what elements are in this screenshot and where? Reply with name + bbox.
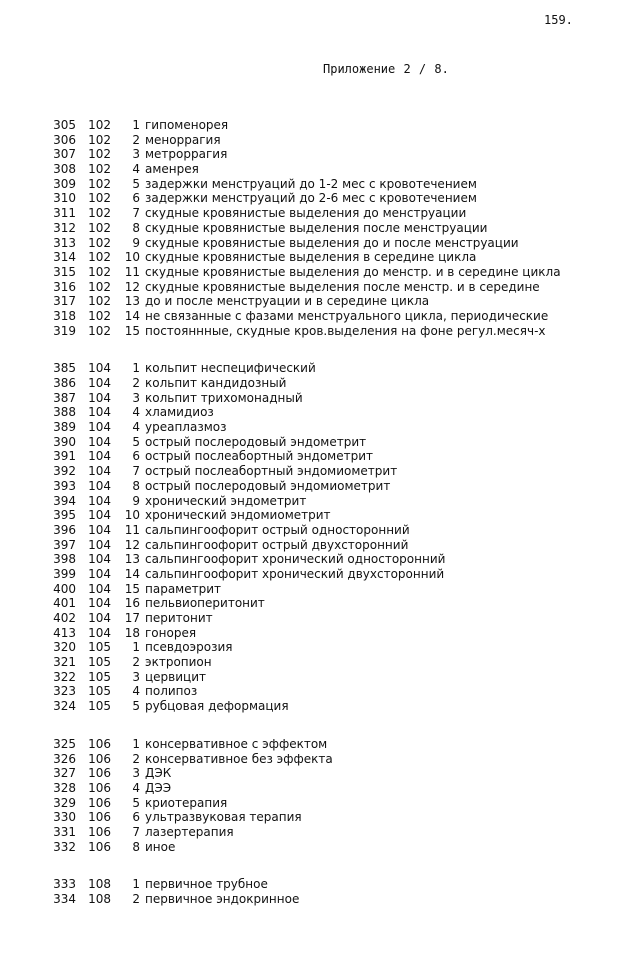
item-text: перитонит	[145, 611, 213, 625]
section-gap	[0, 854, 631, 877]
list-item	[0, 361, 631, 376]
item-code: 322	[53, 669, 76, 684]
list-item	[0, 133, 631, 148]
item-group: 104	[88, 522, 111, 537]
item-number: 10	[124, 508, 140, 523]
item-group: 104	[88, 566, 111, 581]
item-text: до и после менструации и в середине цикла	[145, 294, 430, 309]
list-item	[0, 250, 631, 265]
item-code: 310	[53, 191, 76, 206]
list-item	[0, 265, 631, 280]
item-text: постояннные, скудные кров.выделения на фоне регул.месяч-х	[145, 323, 546, 338]
item-text: первичное трубное	[145, 877, 268, 892]
item-group: 104	[88, 625, 111, 640]
item-group: 102	[88, 191, 111, 206]
list-item	[0, 376, 631, 391]
item-number: 1	[132, 877, 140, 892]
item-code: 332	[53, 839, 76, 854]
item-text: первичное эндокринное	[145, 892, 300, 906]
item-text: хронический эндомиометрит	[145, 508, 331, 523]
item-group: 104	[88, 537, 111, 552]
item-group: 104	[88, 405, 111, 420]
list-item	[0, 825, 631, 840]
item-group: 106	[88, 766, 111, 781]
list-item	[0, 435, 631, 450]
list-item	[0, 508, 631, 523]
item-group: 104	[88, 478, 111, 493]
item-code: 319	[53, 323, 76, 338]
item-group: 104	[88, 581, 111, 596]
item-code: 385	[53, 361, 76, 376]
item-number: 13	[124, 552, 140, 567]
item-group: 102	[88, 118, 111, 132]
list-item	[0, 796, 631, 811]
item-number: 14	[124, 566, 140, 581]
item-number: 10	[124, 250, 140, 265]
item-code: 392	[53, 464, 76, 479]
item-text: меноррагия	[145, 132, 221, 147]
item-text: сальпингоофорит острый двухсторонний	[145, 537, 409, 552]
item-code: 394	[53, 493, 76, 508]
section-gap	[0, 714, 631, 737]
item-group: 106	[88, 810, 111, 825]
list-item	[0, 877, 631, 892]
item-number: 4	[132, 684, 140, 699]
item-group: 106	[88, 736, 111, 751]
item-text: гипоменорея	[145, 118, 229, 132]
item-code: 330	[53, 810, 76, 825]
item-text: ультразвуковая терапия	[145, 810, 302, 825]
item-number: 7	[132, 824, 140, 839]
item-number: 8	[132, 478, 140, 493]
item-text: острый послеродовый эндометрит	[145, 434, 367, 449]
item-text: скудные кровянистые выделения после менструации	[145, 220, 488, 235]
item-group: 104	[88, 420, 111, 435]
item-group: 104	[88, 376, 111, 390]
item-text: лазертерапия	[145, 824, 234, 839]
item-group: 105	[88, 655, 111, 670]
item-text: скудные кровянистые выделения до менструации	[145, 206, 467, 221]
item-text: задержки менструаций до 1-2 мес с кровотечением	[145, 176, 477, 191]
records-list	[0, 118, 631, 907]
list-item	[0, 118, 631, 133]
item-code: 317	[53, 294, 76, 309]
item-code: 325	[53, 736, 76, 751]
list-item	[0, 405, 631, 420]
item-number: 4	[132, 780, 140, 795]
list-item	[0, 280, 631, 295]
item-text: задержки менструаций до 2-6 мес с кровотечением	[145, 191, 477, 206]
list-item	[0, 611, 631, 626]
item-group: 106	[88, 780, 111, 795]
item-text: хламидиоз	[145, 405, 214, 420]
item-code: 306	[53, 132, 76, 147]
item-group: 102	[88, 147, 111, 162]
item-number: 1	[132, 118, 140, 132]
item-number: 9	[132, 493, 140, 508]
item-number: 8	[132, 220, 140, 235]
item-text: иное	[145, 839, 176, 854]
item-text: псевдоэрозия	[145, 640, 233, 655]
item-text: параметрит	[145, 581, 222, 596]
item-group: 102	[88, 323, 111, 338]
item-code: 328	[53, 780, 76, 795]
item-code: 313	[53, 235, 76, 250]
item-number: 7	[132, 464, 140, 479]
item-number: 6	[132, 191, 140, 206]
item-code: 401	[53, 596, 76, 611]
item-number: 6	[132, 449, 140, 464]
item-number: 2	[132, 892, 140, 906]
item-code: 402	[53, 611, 76, 625]
item-group: 108	[88, 892, 111, 906]
item-number: 15	[124, 323, 140, 338]
list-item	[0, 236, 631, 251]
item-text: ДЭК	[145, 766, 172, 781]
item-code: 396	[53, 522, 76, 537]
item-number: 11	[124, 522, 140, 537]
item-group: 104	[88, 596, 111, 611]
item-code: 320	[53, 640, 76, 655]
item-text: не связанные с фазами менструального цикла, периодические	[145, 308, 549, 323]
list-item	[0, 538, 631, 553]
item-number: 1	[132, 640, 140, 655]
item-code: 400	[53, 581, 76, 596]
item-number: 4	[132, 405, 140, 420]
item-text: скудные кровянистые выделения до менстр. и в середине цикла	[145, 264, 561, 279]
item-code: 308	[53, 162, 76, 177]
item-group: 102	[88, 162, 111, 177]
list-item	[0, 596, 631, 611]
item-number: 8	[132, 839, 140, 854]
list-item	[0, 309, 631, 324]
item-code: 318	[53, 308, 76, 323]
item-group: 106	[88, 839, 111, 854]
item-code: 316	[53, 279, 76, 294]
item-text: гонорея	[145, 625, 197, 640]
appendix-title: Приложение 2 / 8.	[323, 62, 449, 76]
item-code: 389	[53, 420, 76, 435]
list-item	[0, 892, 631, 907]
item-text: острый послеродовый эндомиометрит	[145, 478, 391, 493]
list-item	[0, 294, 631, 309]
item-text: пельвиоперитонит	[145, 596, 265, 611]
list-item	[0, 655, 631, 670]
item-number: 3	[132, 766, 140, 781]
list-item	[0, 810, 631, 825]
item-group: 106	[88, 751, 111, 766]
item-group: 106	[88, 795, 111, 810]
item-group: 104	[88, 508, 111, 523]
item-number: 17	[124, 611, 140, 625]
item-text: метроррагия	[145, 147, 228, 162]
list-item	[0, 567, 631, 582]
list-item	[0, 640, 631, 655]
item-code: 329	[53, 795, 76, 810]
item-text: скудные кровянистые выделения в середине цикла	[145, 250, 477, 265]
item-text: острый послеабортный эндомиометрит	[145, 464, 398, 479]
list-item	[0, 479, 631, 494]
item-code: 312	[53, 220, 76, 235]
item-number: 2	[132, 751, 140, 766]
item-group: 102	[88, 176, 111, 191]
item-text: скудные кровянистые выделения до и после менструации	[145, 235, 519, 250]
item-number: 16	[124, 596, 140, 611]
item-code: 314	[53, 250, 76, 265]
item-text: цервицит	[145, 669, 206, 684]
item-group: 106	[88, 824, 111, 839]
item-text: кольпит кандидозный	[145, 376, 287, 390]
item-text: сальпингоофорит острый односторонний	[145, 522, 410, 537]
item-code: 399	[53, 566, 76, 581]
item-group: 108	[88, 877, 111, 892]
item-code: 324	[53, 699, 76, 714]
list-item	[0, 206, 631, 221]
item-group: 102	[88, 279, 111, 294]
item-number: 3	[132, 390, 140, 405]
item-group: 104	[88, 464, 111, 479]
list-item	[0, 324, 631, 339]
item-number: 4	[132, 420, 140, 435]
item-number: 2	[132, 132, 140, 147]
list-item	[0, 699, 631, 714]
item-group: 102	[88, 294, 111, 309]
item-text: острый послеабортный эндометрит	[145, 449, 374, 464]
list-item	[0, 781, 631, 796]
item-code: 315	[53, 264, 76, 279]
item-group: 104	[88, 493, 111, 508]
item-number: 12	[124, 279, 140, 294]
item-code: 393	[53, 478, 76, 493]
item-number: 1	[132, 361, 140, 376]
item-code: 395	[53, 508, 76, 523]
item-number: 5	[132, 795, 140, 810]
list-item	[0, 752, 631, 767]
item-number: 12	[124, 537, 140, 552]
item-group: 102	[88, 206, 111, 221]
list-item	[0, 737, 631, 752]
item-number: 7	[132, 206, 140, 221]
item-group: 102	[88, 235, 111, 250]
item-code: 398	[53, 552, 76, 567]
item-number: 2	[132, 655, 140, 670]
item-code: 387	[53, 390, 76, 405]
item-code: 390	[53, 434, 76, 449]
list-item	[0, 766, 631, 781]
item-number: 18	[124, 625, 140, 640]
item-text: кольпит неспецифический	[145, 361, 316, 376]
item-code: 307	[53, 147, 76, 162]
item-code: 327	[53, 766, 76, 781]
item-text: сальпингоофорит хронический односторонний	[145, 552, 446, 567]
list-item	[0, 464, 631, 479]
item-text: скудные кровянистые выделения после менстр. и в середине	[145, 279, 540, 294]
list-item	[0, 552, 631, 567]
item-code: 326	[53, 751, 76, 766]
list-item	[0, 449, 631, 464]
item-group: 102	[88, 132, 111, 147]
list-item	[0, 391, 631, 406]
item-code: 397	[53, 537, 76, 552]
item-group: 105	[88, 684, 111, 699]
item-number: 3	[132, 669, 140, 684]
item-number: 15	[124, 581, 140, 596]
item-code: 323	[53, 684, 76, 699]
item-text: сальпингоофорит хронический двухсторонний	[145, 566, 445, 581]
item-number: 4	[132, 162, 140, 177]
item-code: 333	[53, 877, 76, 892]
item-group: 105	[88, 699, 111, 714]
item-group: 105	[88, 669, 111, 684]
item-group: 105	[88, 640, 111, 655]
item-group: 104	[88, 361, 111, 376]
item-group: 104	[88, 390, 111, 405]
item-code: 391	[53, 449, 76, 464]
list-item	[0, 494, 631, 509]
item-code: 386	[53, 376, 76, 390]
item-number: 3	[132, 147, 140, 162]
item-code: 309	[53, 176, 76, 191]
list-item	[0, 670, 631, 685]
item-code: 388	[53, 405, 76, 420]
item-number: 5	[132, 176, 140, 191]
item-text: консервативное с эффектом	[145, 736, 328, 751]
section-gap	[0, 338, 631, 361]
item-number: 6	[132, 810, 140, 825]
item-number: 2	[132, 376, 140, 390]
item-group: 102	[88, 250, 111, 265]
list-item	[0, 221, 631, 236]
list-item	[0, 420, 631, 435]
list-item	[0, 191, 631, 206]
item-code: 321	[53, 655, 76, 670]
item-group: 104	[88, 434, 111, 449]
item-code: 334	[53, 892, 76, 906]
item-text: эктропион	[145, 655, 212, 670]
item-text: хронический эндометрит	[145, 493, 307, 508]
item-number: 5	[132, 699, 140, 714]
list-item	[0, 523, 631, 538]
item-code: 305	[53, 118, 76, 132]
item-group: 104	[88, 611, 111, 625]
item-number: 14	[124, 308, 140, 323]
item-code: 311	[53, 206, 76, 221]
item-code: 413	[53, 625, 76, 640]
item-text: ДЭЭ	[145, 780, 172, 795]
list-item	[0, 840, 631, 855]
list-item	[0, 626, 631, 641]
list-item	[0, 177, 631, 192]
page-number: 159.	[544, 13, 573, 27]
item-number: 1	[132, 736, 140, 751]
item-text: консервативное без эффекта	[145, 751, 333, 766]
item-group: 102	[88, 220, 111, 235]
item-group: 104	[88, 449, 111, 464]
item-number: 13	[124, 294, 140, 309]
list-item	[0, 147, 631, 162]
list-item	[0, 162, 631, 177]
item-number: 5	[132, 434, 140, 449]
list-item	[0, 582, 631, 597]
item-group: 102	[88, 264, 111, 279]
item-number: 11	[124, 264, 140, 279]
item-group: 102	[88, 308, 111, 323]
item-text: кольпит трихомонадный	[145, 390, 303, 405]
item-text: полипоз	[145, 684, 198, 699]
item-group: 104	[88, 552, 111, 567]
item-text: уреаплазмоз	[145, 420, 227, 435]
item-number: 9	[132, 235, 140, 250]
item-text: рубцовая деформация	[145, 699, 289, 714]
item-text: криотерапия	[145, 795, 228, 810]
item-text: аменрея	[145, 162, 199, 177]
list-item	[0, 684, 631, 699]
item-code: 331	[53, 824, 76, 839]
